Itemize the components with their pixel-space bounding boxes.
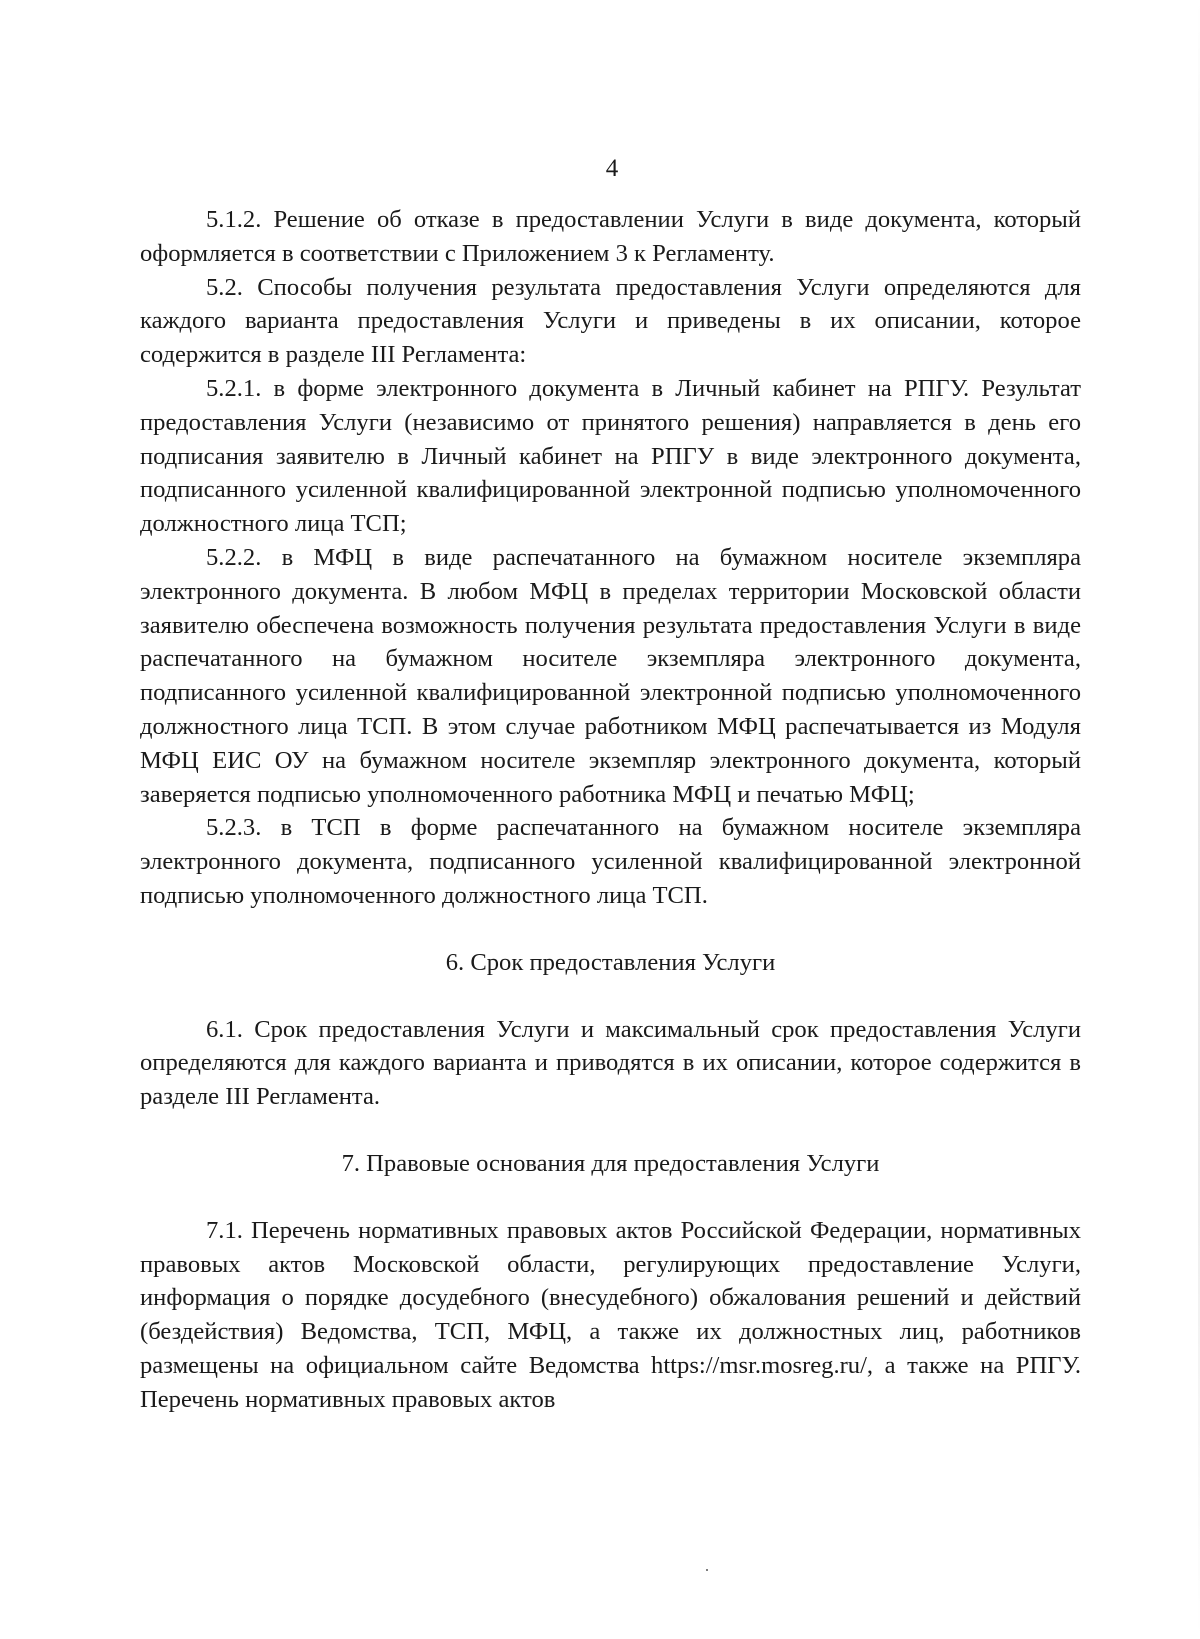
paragraph-5-2-3: 5.2.3. в ТСП в форме распечатанного на бумажном носителе экземпляра электронного документа, подписанного усиленной квалифицированной электронной подписью уполномоченного должностного лица ТСП. [140, 814, 1081, 909]
section-heading-7: 7. Правовые основания для предоставления Услуги [341, 1149, 880, 1177]
page-number: 4 [605, 155, 619, 182]
document-body [140, 203, 1081, 1417]
paragraph-5-1-2: 5.1.2. Решение об отказе в предоставлении Услуги в виде документа, который оформляется в соответствии с Приложением 3 к Регламенту. [140, 206, 1081, 267]
paragraph-6-1: 6.1. Срок предоставления Услуги и максимальный срок предоставления Услуги определяются для каждого варианта и приводятся в их описании, которое содержится в разделе III Регламента. [140, 1015, 1081, 1111]
paragraph-5-2-1: 5.2.1. в форме электронного документа в Личный кабинет на РПГУ. Результат предоставления Услуги (независимо от принятого решения) направляется в день его подписания заявителю в Личный кабинет на РПГУ в виде электронного документа, подписанного усиленной квалифицированной электронной подписью уполномоченного должностного лица ТСП; [140, 374, 1081, 538]
scan-speck [706, 1569, 708, 1571]
paragraph-7-1: 7.1. Перечень нормативных правовых актов Российской Федерации, нормативных правовых актов Московской области, регулирующих предоставление Услуги, информация о порядке досудебного (внесудебного) обжалования решений и действий (бездействия) Ведомства, ТСП, МФЦ, а также их должностных лиц, работников размещены на официальном сайте Ведомства https://msr.mosreg.ru/, а также на РПГУ. Перечень нормативных правовых актов [140, 1216, 1081, 1413]
paragraph-5-2-2: 5.2.2. в МФЦ в виде распечатанного на бумажном носителе экземпляра электронного документа. В любом МФЦ в пределах территории Московской области заявителю обеспечена возможность получения результата предоставления Услуги в виде распечатанного на бумажном носителе экземпляра электронного документа, подписанного усиленной квалифицированной электронной подписью уполномоченного должностного лица ТСП. В этом случае работником МФЦ распечатывается из Модуля МФЦ ЕИС ОУ на бумажном носителе экземпляр электронного документа, который заверяется подписью уполномоченного работника МФЦ и печатью МФЦ; [140, 543, 1081, 808]
paragraph-5-2: 5.2. Способы получения результата предоставления Услуги определяются для каждого варианта предоставления Услуги и приведены в их описании, которое содержится в разделе III Регламента: [140, 273, 1081, 369]
section-heading-6: 6. Срок предоставления Услуги [445, 948, 776, 976]
